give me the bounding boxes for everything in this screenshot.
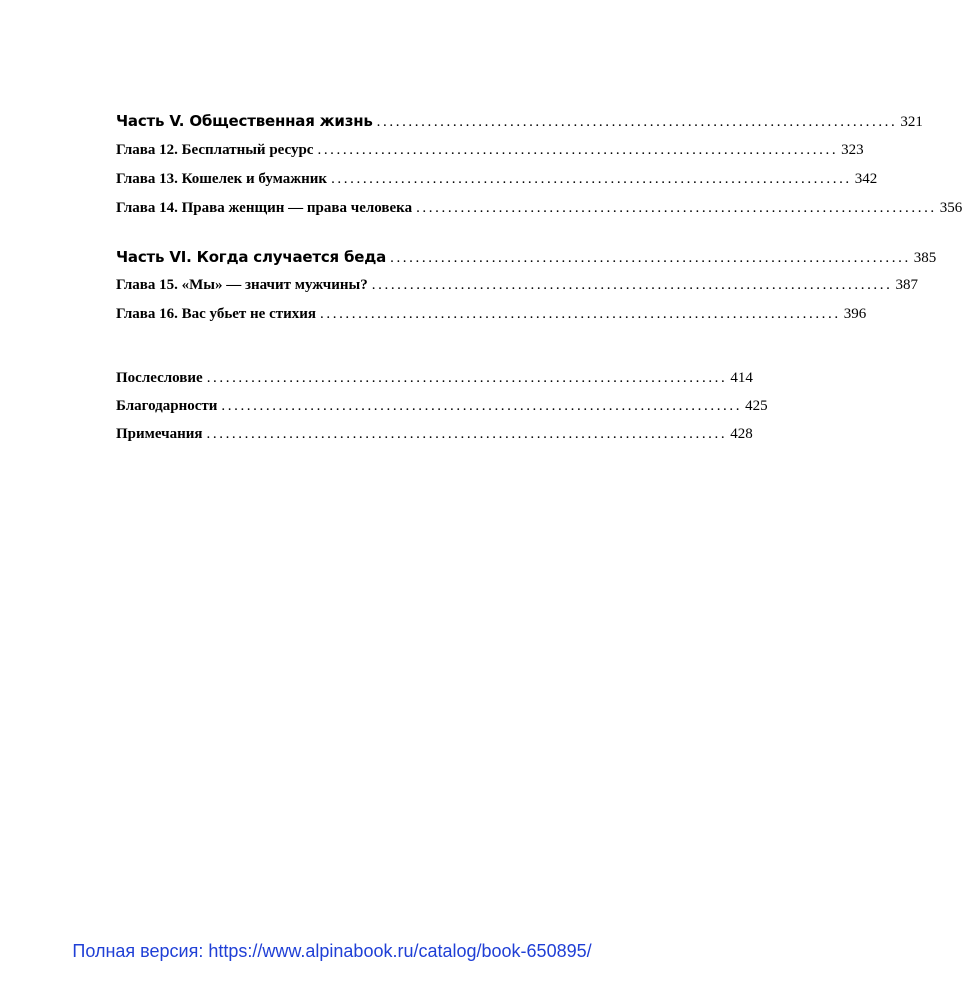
toc-chapter-title: Глава 13. Кошелек и бумажник (116, 171, 328, 187)
toc-chapter-row[interactable] (116, 306, 867, 332)
toc-leader-dots: .................................................................................. (221, 398, 743, 414)
toc-leader-dots: .................................................................................. (206, 370, 728, 386)
toc-page-number: 428 (730, 426, 753, 442)
toc-chapter-row[interactable] (116, 200, 962, 226)
toc-chapter-title: Глава 12. Бесплатный ресурс (116, 142, 314, 158)
toc-backmatter-row[interactable] (116, 398, 768, 424)
full-version-footer (0, 941, 664, 962)
toc-page-number: 321 (900, 114, 923, 130)
toc-backmatter-row[interactable] (116, 426, 753, 452)
toc-part-row[interactable] (116, 112, 923, 138)
toc-page-number: 425 (745, 398, 768, 414)
toc-page-number: 396 (843, 306, 867, 322)
full-version-label: Полная версия: (72, 941, 204, 961)
toc-page-number: 387 (895, 277, 918, 293)
toc-chapter-title: Глава 15. «Мы» — значит мужчины? (116, 277, 368, 293)
toc-part-title: Часть V. Общественная жизнь (116, 112, 373, 130)
toc-chapter-row[interactable] (116, 277, 918, 303)
toc-leader-dots: .................................................................................. (371, 277, 893, 293)
toc-leader-dots: .................................................................................. (206, 426, 728, 442)
toc-leader-dots: .................................................................................. (317, 142, 839, 158)
toc-page-number: 414 (730, 370, 753, 386)
toc-chapter-title: Глава 14. Права женщин — права человека (116, 200, 413, 216)
toc-chapter-title: Глава 16. Вас убьет не стихия (116, 306, 317, 322)
full-version-link[interactable]: https://www.alpinabook.ru/catalog/book-650895/ (208, 941, 592, 961)
toc-backmatter-row[interactable] (116, 370, 753, 396)
toc-leader-dots: .................................................................................. (376, 114, 898, 130)
toc-leader-dots: .................................................................................. (331, 171, 852, 187)
toc-chapter-row[interactable] (116, 171, 878, 197)
toc-page-number: 356 (939, 200, 962, 216)
toc-page-number: 385 (913, 250, 937, 266)
toc-leader-dots: .................................................................................. (390, 250, 911, 266)
toc-page-number: 342 (854, 171, 878, 187)
toc-backmatter-title: Благодарности (116, 398, 218, 414)
toc-backmatter-title: Примечания (116, 426, 203, 442)
toc-backmatter-title: Послесловие (116, 370, 203, 386)
toc-part-row[interactable] (116, 248, 937, 274)
toc-page-number: 323 (841, 142, 864, 158)
toc-part-title: Часть VI. Когда случается беда (116, 248, 387, 266)
toc-leader-dots: .................................................................................. (416, 200, 937, 216)
toc-chapter-row[interactable] (116, 142, 864, 168)
toc-leader-dots: .................................................................................. (320, 306, 841, 322)
